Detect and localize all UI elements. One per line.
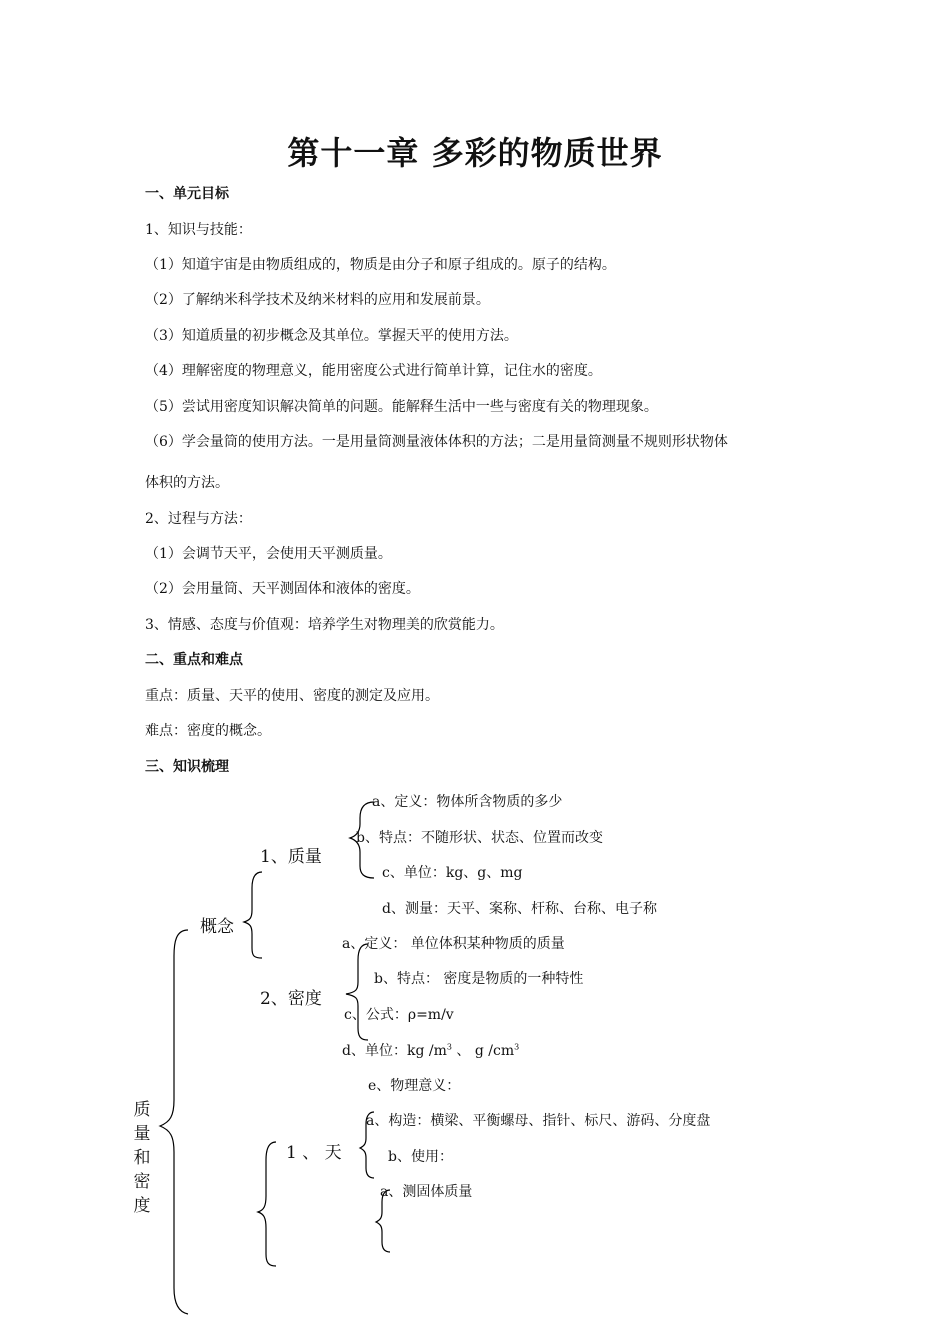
- density-meaning: e、物理意义：: [368, 1078, 461, 1094]
- section-heading-knowledge: 三、知识梳理: [145, 759, 229, 775]
- text-line: 1、知识与技能：: [145, 222, 252, 238]
- page-title: 第十一章 多彩的物质世界: [287, 134, 663, 172]
- text-line: （1）知道宇宙是由物质组成的，物质是由分子和原子组成的。原子的结构。: [145, 257, 616, 273]
- density-formula: c、公式：ρ=m/v: [344, 1007, 454, 1023]
- text-line: 重点：质量、天平的使用、密度的测定及应用。: [145, 688, 439, 704]
- text-line: （4）理解密度的物理意义，能用密度公式进行简单计算，记住水的密度。: [145, 363, 602, 379]
- text-line: 2、过程与方法：: [145, 511, 252, 527]
- tree-node-density: 2、密度: [260, 989, 322, 1009]
- tree-root-char: 量: [133, 1124, 151, 1144]
- tree-node-mass: 1、质量: [260, 847, 322, 867]
- tree-node-balance: 1 、 天: [286, 1143, 342, 1163]
- density-brace: [346, 944, 368, 1040]
- text-line: （6）学会量筒的使用方法。一是用量筒测量液体体积的方法；二是用量筒测量不规则形状物体: [145, 434, 728, 450]
- mass-definition: a、定义：物体所含物质的多少: [372, 794, 563, 810]
- text-line: （1）会调节天平，会使用天平测质量。: [145, 546, 392, 562]
- balance-structure: a、构造：横梁、平衡螺母、指针、标尺、游码、分度盘: [366, 1113, 711, 1129]
- mass-measure: d、测量：天平、案称、杆称、台称、电子称: [382, 901, 657, 917]
- text-line: （3）知道质量的初步概念及其单位。掌握天平的使用方法。: [145, 328, 518, 344]
- density-feature: b、特点： 密度是物质的一种特性: [374, 971, 584, 987]
- text-line: （5）尝试用密度知识解决简单的问题。能解释生活中一些与密度有关的物理现象。: [145, 399, 658, 415]
- text-line: 体积的方法。: [145, 475, 229, 491]
- text-line: （2）了解纳米科学技术及纳米材料的应用和发展前景。: [145, 292, 490, 308]
- unit-superscript: 3: [446, 1042, 452, 1052]
- section-heading-focus: 二、重点和难点: [145, 652, 243, 668]
- tree-root-char: 密: [133, 1172, 151, 1192]
- balance-solid-mass: a、测固体质量: [380, 1184, 473, 1200]
- concept-brace: [244, 872, 262, 958]
- root-brace: [160, 930, 188, 1314]
- tree-root-char: 质: [133, 1100, 151, 1120]
- balance-use: b、使用：: [388, 1149, 453, 1165]
- balance-group-brace: [258, 1142, 276, 1266]
- mass-feature: b、特点：不随形状、状态、位置而改变: [356, 830, 603, 846]
- density-unit-g: 、 g /cm: [451, 1043, 515, 1059]
- text-line: （2）会用量筒、天平测固体和液体的密度。: [145, 581, 420, 597]
- tree-root-char: 度: [133, 1196, 151, 1216]
- mass-unit: c、单位：kg、g、mg: [382, 865, 523, 881]
- tree-root-char: 和: [133, 1148, 151, 1168]
- text-line: 难点：密度的概念。: [145, 723, 271, 739]
- density-definition: a、定义： 单位体积某种物质的质量: [342, 936, 565, 952]
- section-heading-goals: 一、单元目标: [145, 186, 229, 202]
- density-unit: [342, 1040, 519, 1060]
- text-line: 3、情感、态度与价值观：培养学生对物理美的欣赏能力。: [145, 617, 504, 633]
- unit-superscript: 3: [514, 1042, 520, 1052]
- tree-node-concept: 概念: [200, 917, 234, 937]
- density-unit-kg: d、单位：kg /m: [342, 1043, 447, 1059]
